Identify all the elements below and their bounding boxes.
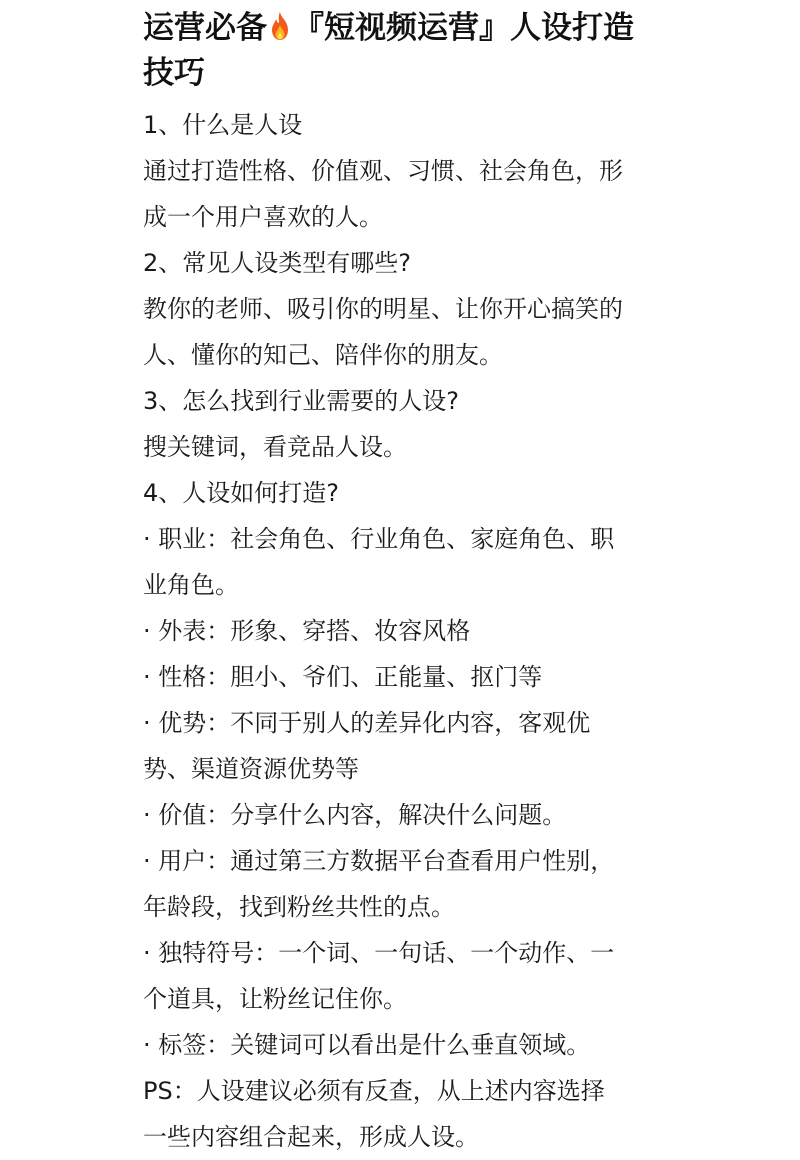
- text-line: 4、人设如何打造?: [143, 479, 340, 507]
- article-title: [143, 6, 653, 96]
- text-line: 成一个用户喜欢的人。: [143, 203, 383, 231]
- text-line: 人、懂你的知己、陪伴你的朋友。: [143, 341, 503, 369]
- text-line: · 价值：分享什么内容，解决什么问题。: [143, 801, 567, 829]
- title-line2: 技巧: [143, 55, 205, 91]
- text-line: 2、常见人设类型有哪些?: [143, 249, 412, 277]
- text-line: 个道具，让粉丝记住你。: [143, 985, 407, 1013]
- text-line: · 标签：关键词可以看出是什么垂直领域。: [143, 1031, 591, 1059]
- fire-icon: [268, 9, 292, 39]
- text-line: 3、怎么找到行业需要的人设?: [143, 387, 460, 415]
- title-prefix: 运营必备: [143, 10, 267, 46]
- text-line: · 外表：形象、穿搭、妆容风格: [143, 617, 471, 645]
- text-line: 教你的老师、吸引你的明星、让你开心搞笑的: [143, 295, 623, 323]
- text-line: 一些内容组合起来，形成人设。: [143, 1123, 479, 1151]
- text-line: · 优势：不同于别人的差异化内容，客观优: [143, 709, 591, 737]
- title-main: 『短视频运营』人设打造: [293, 10, 634, 46]
- text-line: · 独特符号：一个词、一句话、一个动作、一: [143, 939, 615, 967]
- text-line: 搜关键词，看竞品人设。: [143, 433, 407, 461]
- text-line: PS：人设建议必须有反查，从上述内容选择: [143, 1077, 605, 1105]
- text-line: · 职业：社会角色、行业角色、家庭角色、职: [143, 525, 615, 553]
- text-line: 业角色。: [143, 571, 239, 599]
- text-line: · 性格：胆小、爷们、正能量、抠门等: [143, 663, 543, 691]
- text-line: · 用户：通过第三方数据平台查看用户性别，: [143, 847, 615, 875]
- text-line: 年龄段，找到粉丝共性的点。: [143, 893, 455, 921]
- text-line: 势、渠道资源优势等: [143, 755, 359, 783]
- text-line: 1、什么是人设: [143, 111, 303, 139]
- text-line: 通过打造性格、价值观、习惯、社会角色，形: [143, 157, 623, 185]
- article-body: [143, 102, 663, 1160]
